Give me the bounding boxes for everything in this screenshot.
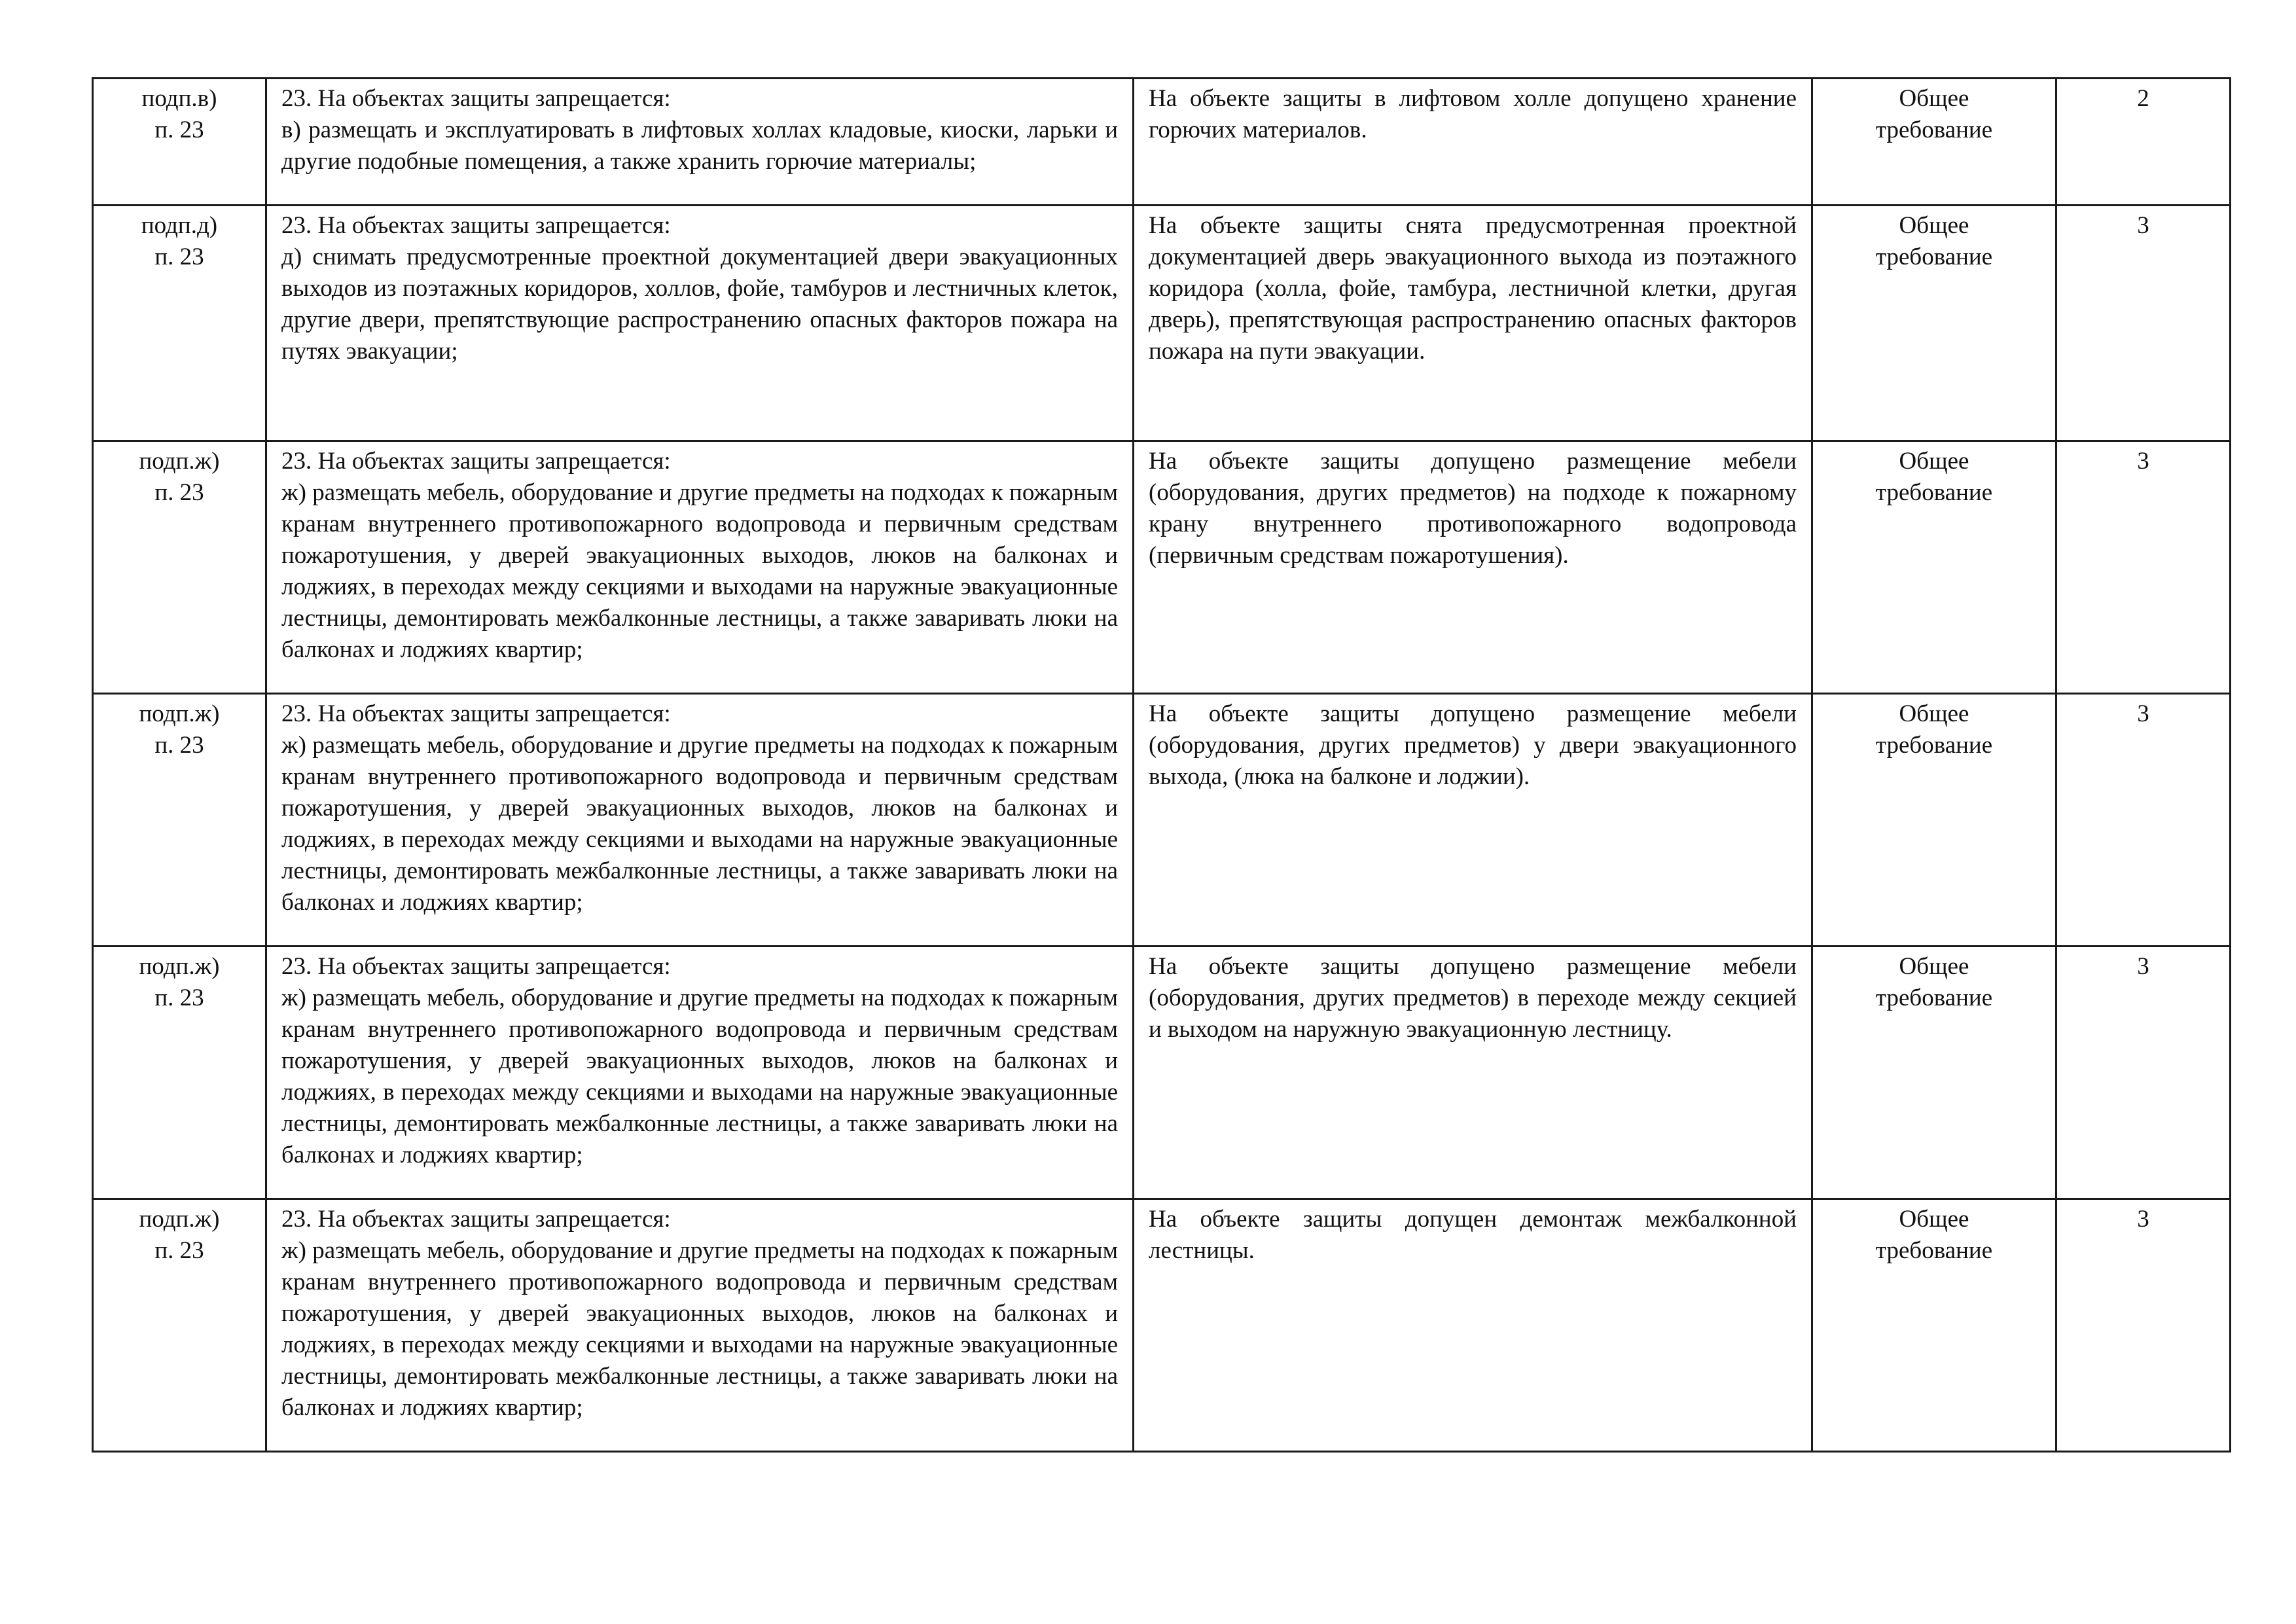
category-value: 3 xyxy=(2056,694,2231,947)
category-value: 3 xyxy=(2056,1199,2231,1452)
requirement-type-line2: требование xyxy=(1875,479,1993,506)
clause-reference xyxy=(93,947,266,1199)
requirement-type xyxy=(1812,79,2056,206)
requirement-text xyxy=(266,947,1134,1199)
violation-text: На объекте защиты в лифтовом холле допущено хранение горючих материалов. xyxy=(1134,79,1812,206)
requirement-type-line1: Общее xyxy=(1899,85,1969,112)
clause-subpoint: подп.в) xyxy=(141,85,217,112)
requirement-intro: 23. На объектах защиты запрещается: xyxy=(281,700,671,727)
requirement-body: в) размещать и эксплуатировать в лифтовых холлах кладовые, киоски, ларьки и другие подобные помещения, а также хранить горючие материалы; xyxy=(281,117,1118,175)
requirement-body: ж) размещать мебель, оборудование и другие предметы на подходах к пожарным кранам внутреннего противопожарного водопровода и первичным средствам пожаротушения, у дверей эвакуационных выходов, люков на балконах и лоджиях, в переходах между секциями и выходами на наружные эвакуационные лестницы, демонтировать межбалконные лестницы, а также заваривать люки на балконах и лоджиях квартир; xyxy=(281,479,1118,663)
category-value: 3 xyxy=(2056,947,2231,1199)
table-row xyxy=(93,206,2231,441)
clause-reference xyxy=(93,79,266,206)
violation-text: На объекте защиты допущено размещение мебели (оборудования, других предметов) на подходе к пожарному крану внутреннего противопожарного водопровода (первичным средствам пожаротушения). xyxy=(1134,441,1812,694)
clause-point: п. 23 xyxy=(154,117,204,143)
requirement-intro: 23. На объектах защиты запрещается: xyxy=(281,953,671,980)
requirement-type xyxy=(1812,441,2056,694)
requirement-intro: 23. На объектах защиты запрещается: xyxy=(281,448,671,475)
requirement-text xyxy=(266,1199,1134,1452)
clause-point: п. 23 xyxy=(154,984,204,1011)
table-row xyxy=(93,1199,2231,1452)
requirement-type-line1: Общее xyxy=(1899,448,1969,475)
requirement-type-line2: требование xyxy=(1875,117,1993,143)
requirements-table xyxy=(92,77,2231,1453)
clause-reference xyxy=(93,1199,266,1452)
clause-subpoint: подп.ж) xyxy=(139,953,220,980)
requirement-type-line2: требование xyxy=(1875,984,1993,1011)
category-value: 3 xyxy=(2056,206,2231,441)
requirement-intro: 23. На объектах защиты запрещается: xyxy=(281,1206,671,1233)
requirement-type xyxy=(1812,1199,2056,1452)
requirement-type xyxy=(1812,694,2056,947)
requirement-type-line1: Общее xyxy=(1899,953,1969,980)
requirement-intro: 23. На объектах защиты запрещается: xyxy=(281,212,671,239)
requirement-type-line2: требование xyxy=(1875,1237,1993,1264)
requirement-body: ж) размещать мебель, оборудование и другие предметы на подходах к пожарным кранам внутреннего противопожарного водопровода и первичным средствам пожаротушения, у дверей эвакуационных выходов, люков на балконах и лоджиях, в переходах между секциями и выходами на наружные эвакуационные лестницы, демонтировать межбалконные лестницы, а также заваривать люки на балконах и лоджиях квартир; xyxy=(281,984,1118,1168)
clause-reference xyxy=(93,694,266,947)
requirement-body: ж) размещать мебель, оборудование и другие предметы на подходах к пожарным кранам внутреннего противопожарного водопровода и первичным средствам пожаротушения, у дверей эвакуационных выходов, люков на балконах и лоджиях, в переходах между секциями и выходами на наружные эвакуационные лестницы, демонтировать межбалконные лестницы, а также заваривать люки на балконах и лоджиях квартир; xyxy=(281,732,1118,916)
requirement-type-line1: Общее xyxy=(1899,700,1969,727)
requirement-body: ж) размещать мебель, оборудование и другие предметы на подходах к пожарным кранам внутреннего противопожарного водопровода и первичным средствам пожаротушения, у дверей эвакуационных выходов, люков на балконах и лоджиях, в переходах между секциями и выходами на наружные эвакуационные лестницы, демонтировать межбалконные лестницы, а также заваривать люки на балконах и лоджиях квартир; xyxy=(281,1237,1118,1421)
requirement-text xyxy=(266,694,1134,947)
requirement-type xyxy=(1812,206,2056,441)
violation-text: На объекте защиты допущен демонтаж межбалконной лестницы. xyxy=(1134,1199,1812,1452)
clause-reference xyxy=(93,206,266,441)
requirement-type-line1: Общее xyxy=(1899,212,1969,239)
clause-point: п. 23 xyxy=(154,1237,204,1264)
requirement-text xyxy=(266,441,1134,694)
violation-text: На объекте защиты снята предусмотренная проектной документацией дверь эвакуационного выхода из поэтажного коридора (холла, фойе, тамбура, лестничной клетки, другая дверь), препятствующая распространению опасных факторов пожара на пути эвакуации. xyxy=(1134,206,1812,441)
clause-subpoint: подп.ж) xyxy=(139,448,220,475)
clause-subpoint: подп.д) xyxy=(141,212,218,239)
violation-text: На объекте защиты допущено размещение мебели (оборудования, других предметов) в переходе между секцией и выходом на наружную эвакуационную лестницу. xyxy=(1134,947,1812,1199)
requirement-type-line1: Общее xyxy=(1899,1206,1969,1233)
requirement-type xyxy=(1812,947,2056,1199)
table-row xyxy=(93,79,2231,206)
requirement-text xyxy=(266,79,1134,206)
violation-text: На объекте защиты допущено размещение мебели (оборудования, других предметов) у двери эвакуационного выхода, (люка на балконе и лоджии). xyxy=(1134,694,1812,947)
category-value: 3 xyxy=(2056,441,2231,694)
clause-point: п. 23 xyxy=(154,732,204,759)
clause-subpoint: подп.ж) xyxy=(139,1206,220,1233)
category-value: 2 xyxy=(2056,79,2231,206)
clause-subpoint: подп.ж) xyxy=(139,700,220,727)
requirement-intro: 23. На объектах защиты запрещается: xyxy=(281,85,671,112)
table-row xyxy=(93,947,2231,1199)
table-row xyxy=(93,441,2231,694)
clause-point: п. 23 xyxy=(154,244,204,270)
requirement-body: д) снимать предусмотренные проектной документацией двери эвакуационных выходов из поэтажных коридоров, холлов, фойе, тамбуров и лестничных клеток, другие двери, препятствующие распространению опасных факторов пожара на путях эвакуации; xyxy=(281,244,1118,365)
requirement-type-line2: требование xyxy=(1875,732,1993,759)
requirement-type-line2: требование xyxy=(1875,244,1993,270)
table-row xyxy=(93,694,2231,947)
requirement-text xyxy=(266,206,1134,441)
clause-reference xyxy=(93,441,266,694)
clause-point: п. 23 xyxy=(154,479,204,506)
